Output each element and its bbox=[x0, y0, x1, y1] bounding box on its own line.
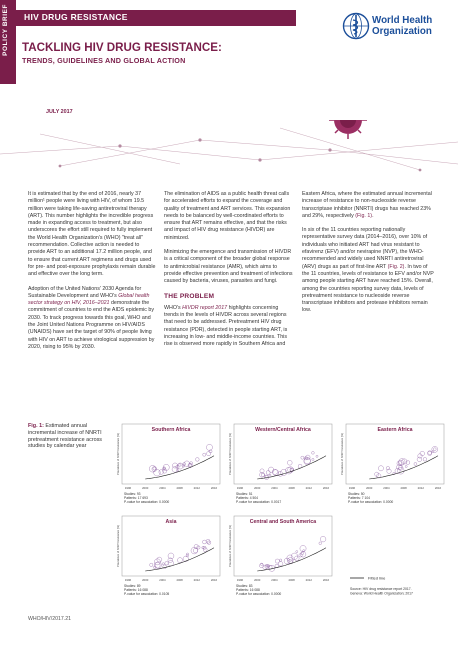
policy-brief-tab bbox=[0, 0, 16, 84]
eastern-africa-paragraph: Eastern Africa, where the estimated annual incremental increase of resistance to non-nucleoside reverse transcriptase inhibitor (NNRTI) drugs has reached 23% and 29%, respectively (Fig. 1). bbox=[302, 191, 432, 219]
panel-pvalue: P-value for association: 0.0000 bbox=[236, 592, 282, 596]
document-reference: WHO/HIV/2017.21 bbox=[28, 616, 71, 622]
panel-patients: Patients: 17 693 bbox=[124, 496, 148, 500]
x-tick-label: 2008 bbox=[288, 486, 295, 490]
panel-pvalue: P-value for association: 0.0017 bbox=[236, 500, 282, 504]
panel-y-axis-label: Prevalence of NNRTI resistance (%) bbox=[229, 525, 232, 567]
x-tick-label: 2000 bbox=[254, 486, 261, 490]
x-tick-label: 2000 bbox=[366, 486, 373, 490]
panel-region-title: Central and South America bbox=[249, 519, 317, 525]
x-tick-label: 1996 bbox=[348, 486, 356, 490]
elimination-paragraph: The elimination of AIDS as a public health threat calls for accelerated efforts to expand the coverage and quality of treatment and ART services. This expansion needs to be balanced by well-coordinated efforts to ensure that ART remains effective, and that the risks and impact of HIV drug resistance (HIVDR) are minimized. bbox=[164, 191, 291, 241]
x-tick-label: 2016 bbox=[322, 486, 330, 490]
panel-region-title: Asia bbox=[165, 519, 177, 525]
panel-studies: Studies: 51 bbox=[236, 492, 253, 496]
header-label: HIV DRUG RESISTANCE bbox=[24, 12, 128, 22]
section-heading-problem: THE PROBLEM bbox=[164, 292, 215, 300]
figure-source: Source: HIV drug resistance report 2017. Geneva: World Health Organization; 2017 bbox=[350, 587, 413, 596]
policy-brief-label: POLICY BRIEF bbox=[2, 4, 9, 56]
x-tick-label: 2008 bbox=[400, 486, 407, 490]
x-tick-label: 2012 bbox=[305, 578, 312, 582]
intro-paragraph: It is estimated that by the end of 2016, nearly 37 million¹ people were living with HIV, of whom 19.5 million were taking life-saving antiretroviral therapy (ART). This number highlights the incredible progress made in expanding access to treatment, but also underscores the effort still required to fully implement the World Health Organization's (WHO) "treat all" recommendation. Collective action is needed to provide ART to an additional 17.2 million people, and to ensure that current ART regimens and drugs used for pre- and post-exposure prophylaxis remain durable and effective over the long term. bbox=[28, 191, 156, 278]
fig2-reference-link[interactable]: (Fig. 2) bbox=[387, 263, 405, 270]
agenda-paragraph: Adoption of the United Nations' 2030 Agenda for Sustainable Development and WHO's Global health sector strategy on HIV, 2016–2021 demonstrate the commitment of countries to end the AIDS epidemic by 2030. To track progress towards this goal, WHO and the Joint United Nations Programme on HIV/AIDS (UNAIDS) have set the target of 90% of people living with HIV on ART to achieve virological suppression by 2020, rising to 95% by 2030. bbox=[28, 285, 155, 350]
panel-patients: Patients: 16 088 bbox=[124, 588, 148, 592]
x-tick-label: 2016 bbox=[322, 578, 330, 582]
panel-patients: Patients: 7 104 bbox=[348, 496, 370, 500]
survey-paragraph: In six of the 11 countries reporting nationally representative survey data (2014–2016), over 10% of individuals who initiated ART had virus resistant to efavirenz (EFV) and/or nevirapine (NVP), the WHO-recommended and widely used NNRTI antiretroviral (ARV) drugs as part of first-line ART (Fig. 2). In two of the 11 countries, levels of resistance to EFV and/or NVP among people starting ART have reached 15%. Overall, among the countries reporting survey data, levels of pretreatment resistance to nucleoside reverse transcriptase inhibitors and protease inhibitors remain low. bbox=[302, 227, 434, 314]
panel-patients: Patients: 4 504 bbox=[236, 496, 258, 500]
x-tick-label: 2000 bbox=[254, 578, 261, 582]
panel-studies: Studies: 93 bbox=[124, 492, 141, 496]
fig1-reference-link[interactable]: (Fig. 1) bbox=[355, 212, 373, 219]
x-tick-label: 2000 bbox=[142, 578, 149, 582]
x-tick-label: 2008 bbox=[176, 486, 183, 490]
hivdr-report-link[interactable]: HIVDR report 2017 bbox=[182, 304, 228, 311]
x-tick-label: 2004 bbox=[271, 486, 278, 490]
strategy-link[interactable]: Global health sector strategy on HIV, 2016–2021 bbox=[28, 292, 150, 307]
x-tick-label: 2012 bbox=[193, 486, 200, 490]
panel-studies: Studies: 50 bbox=[348, 492, 365, 496]
panel-y-axis-label: Prevalence of NNRTI resistance (%) bbox=[229, 433, 232, 475]
panel-pvalue: P-value for association: 0.0000 bbox=[348, 500, 394, 504]
who-name-line2: Organization bbox=[372, 26, 432, 37]
x-tick-label: 2012 bbox=[305, 486, 312, 490]
panel-frame bbox=[234, 516, 332, 576]
x-tick-label: 1996 bbox=[236, 486, 244, 490]
figure-caption bbox=[28, 423, 108, 450]
figure-caption-label: Fig. 1: bbox=[28, 423, 44, 429]
body-column-1 bbox=[28, 191, 156, 358]
who-name-line1: World Health bbox=[372, 15, 433, 26]
panel-frame bbox=[234, 424, 332, 484]
who-logo bbox=[342, 12, 452, 44]
hero-virus-illustration bbox=[0, 120, 458, 174]
x-tick-label: 2016 bbox=[210, 486, 218, 490]
panel-region-title: Southern Africa bbox=[151, 427, 191, 433]
panel-pvalue: P-value for association: 0.0000 bbox=[124, 500, 170, 504]
header-bar bbox=[16, 10, 296, 26]
x-tick-label: 2012 bbox=[417, 486, 424, 490]
body-column-2 bbox=[164, 191, 294, 356]
x-tick-label: 2004 bbox=[383, 486, 390, 490]
panel-frame bbox=[122, 424, 220, 484]
panel-region-title: Western/Central Africa bbox=[255, 427, 311, 433]
figure-caption-text: Estimated annual incremental increase of NNRTI pretreatment resistance across studies by calendar year bbox=[28, 423, 103, 450]
panel-studies: Studies: 89 bbox=[124, 584, 141, 588]
x-tick-label: 1996 bbox=[124, 578, 132, 582]
problem-paragraph: WHO's HIVDR report 2017 highlights concerning trends in the levels of HIVDR across several regions that need to be addressed. Pretreatment HIV drug resistance (PDR), detected in people starting ART, is increasing in low- and middle-income countries. This rise is observed more rapidly in Southern Africa and bbox=[164, 304, 288, 348]
figure-regional-panels bbox=[112, 418, 448, 612]
who-name bbox=[372, 15, 432, 37]
x-tick-label: 2004 bbox=[159, 578, 166, 582]
body-column-3 bbox=[302, 191, 434, 322]
x-tick-label: 1996 bbox=[124, 486, 132, 490]
legend-fitted-line-label: Fitted line bbox=[368, 575, 386, 581]
amr-paragraph: Minimizing the emergence and transmission of HIVDR is a critical component of the broader global response to antimicrobial resistance (AMR), which aims to provide effective prevention and treatment of infections caused by bacteria, viruses, parasites and fungi. bbox=[164, 249, 293, 285]
panel-region-title: Eastern Africa bbox=[377, 427, 413, 433]
panel-y-axis-label: Prevalence of NNRTI resistance (%) bbox=[341, 433, 344, 475]
panel-frame bbox=[122, 516, 220, 576]
panel-y-axis-label: Prevalence of NNRTI resistance (%) bbox=[117, 433, 120, 475]
document-title: TACKLING HIV DRUG RESISTANCE: bbox=[22, 41, 222, 54]
publication-date: JULY 2017 bbox=[46, 109, 73, 115]
panel-y-axis-label: Prevalence of NNRTI resistance (%) bbox=[117, 525, 120, 567]
x-tick-label: 2012 bbox=[193, 578, 200, 582]
panel-pvalue: P-value for association: 0.0105 bbox=[124, 592, 170, 596]
x-tick-label: 2008 bbox=[176, 578, 183, 582]
x-tick-label: 2016 bbox=[434, 486, 442, 490]
panel-patients: Patients: 16 088 bbox=[236, 588, 260, 592]
panel-frame bbox=[346, 424, 444, 484]
who-emblem-icon bbox=[342, 12, 370, 40]
x-tick-label: 2008 bbox=[288, 578, 295, 582]
x-tick-label: 2000 bbox=[142, 486, 149, 490]
x-tick-label: 2004 bbox=[159, 486, 166, 490]
panel-studies: Studies: 83 bbox=[236, 584, 253, 588]
x-tick-label: 1996 bbox=[236, 578, 244, 582]
document-subtitle: TRENDS, GUIDELINES AND GLOBAL ACTION bbox=[22, 56, 186, 65]
x-tick-label: 2016 bbox=[210, 578, 218, 582]
x-tick-label: 2004 bbox=[271, 578, 278, 582]
